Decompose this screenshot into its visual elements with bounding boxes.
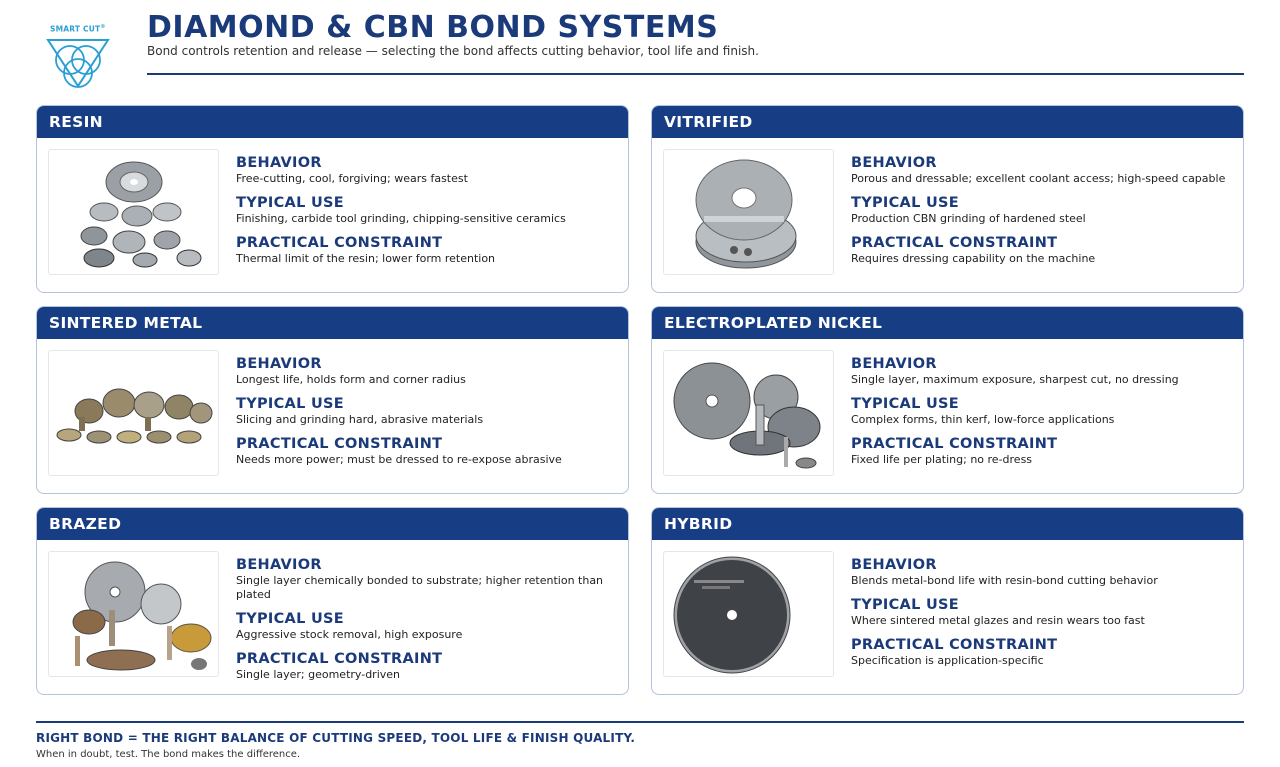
bond-card-electroplated-nickel	[651, 306, 1244, 494]
behavior-label: BEHAVIOR	[851, 356, 937, 372]
page-subtitle: Bond controls retention and release — selecting the bond affects cutting behavior, tool life and finish.	[147, 44, 759, 58]
sintered-tools-image	[48, 350, 219, 476]
constraint-text: Specification is application-specific	[851, 654, 1044, 667]
behavior-label: BEHAVIOR	[851, 557, 937, 573]
bond-card-brazed	[36, 507, 629, 695]
typical-use-text: Finishing, carbide tool grinding, chipping-sensitive ceramics	[236, 212, 566, 225]
bond-card-vitrified	[651, 105, 1244, 293]
header-divider	[147, 73, 1244, 75]
bond-card-sintered-metal	[36, 306, 629, 494]
constraint-text: Fixed life per plating; no re-dress	[851, 453, 1033, 466]
resin-wheels-image	[48, 149, 219, 275]
constraint-text: Requires dressing capability on the machine	[851, 252, 1096, 265]
constraint-label: PRACTICAL CONSTRAINT	[236, 651, 443, 667]
card-title: BRAZED	[37, 508, 628, 540]
logo-diamond-icon	[44, 30, 112, 94]
typical-use-label: TYPICAL USE	[236, 611, 344, 627]
constraint-text: Single layer; geometry-driven	[236, 668, 401, 681]
bond-card-hybrid	[651, 507, 1244, 695]
constraint-label: PRACTICAL CONSTRAINT	[851, 235, 1058, 251]
behavior-text: Blends metal-bond life with resin-bond cutting behavior	[851, 574, 1158, 587]
constraint-label: PRACTICAL CONSTRAINT	[236, 235, 443, 251]
constraint-label: PRACTICAL CONSTRAINT	[851, 637, 1058, 653]
page-title: DIAMOND & CBN BOND SYSTEMS	[147, 10, 719, 45]
constraint-text: Needs more power; must be dressed to re-expose abrasive	[236, 453, 562, 466]
behavior-label: BEHAVIOR	[236, 356, 322, 372]
card-details	[236, 154, 616, 274]
card-details	[236, 556, 616, 690]
behavior-label: BEHAVIOR	[851, 155, 937, 171]
smart-cut-logo	[44, 22, 112, 94]
card-title: SINTERED METAL	[37, 307, 628, 339]
typical-use-label: TYPICAL USE	[851, 396, 959, 412]
typical-use-text: Aggressive stock removal, high exposure	[236, 628, 463, 641]
electroplated-tools-image	[663, 350, 834, 476]
constraint-label: PRACTICAL CONSTRAINT	[236, 436, 443, 452]
behavior-text: Single layer chemically bonded to substrate; higher retention than plated	[236, 574, 604, 601]
behavior-text: Porous and dressable; excellent coolant access; high-speed capable	[851, 172, 1226, 185]
card-title: HYBRID	[652, 508, 1243, 540]
card-details	[851, 355, 1231, 475]
behavior-text: Free-cutting, cool, forgiving; wears fastest	[236, 172, 468, 185]
constraint-label: PRACTICAL CONSTRAINT	[851, 436, 1058, 452]
typical-use-label: TYPICAL USE	[851, 195, 959, 211]
card-details	[851, 556, 1231, 676]
typical-use-text: Where sintered metal glazes and resin wears too fast	[851, 614, 1145, 627]
hybrid-blade-image	[663, 551, 834, 677]
card-title: ELECTROPLATED NICKEL	[652, 307, 1243, 339]
typical-use-label: TYPICAL USE	[236, 195, 344, 211]
brazed-tools-image	[48, 551, 219, 677]
behavior-text: Single layer, maximum exposure, sharpest cut, no dressing	[851, 373, 1179, 386]
typical-use-text: Production CBN grinding of hardened steel	[851, 212, 1086, 225]
card-title: RESIN	[37, 106, 628, 138]
logo-wordmark: SMART CUT®	[50, 24, 106, 34]
typical-use-text: Slicing and grinding hard, abrasive materials	[236, 413, 484, 426]
bond-card-resin	[36, 105, 629, 293]
footer-divider	[36, 721, 1244, 723]
card-title: VITRIFIED	[652, 106, 1243, 138]
vitrified-wheel-image	[663, 149, 834, 275]
constraint-text: Thermal limit of the resin; lower form retention	[236, 252, 496, 265]
typical-use-text: Complex forms, thin kerf, low-force applications	[851, 413, 1115, 426]
card-details	[236, 355, 616, 475]
typical-use-label: TYPICAL USE	[236, 396, 344, 412]
footer-note: When in doubt, test. The bond makes the difference.	[36, 749, 301, 760]
card-details	[851, 154, 1231, 274]
typical-use-label: TYPICAL USE	[851, 597, 959, 613]
footer-tagline: RIGHT BOND = THE RIGHT BALANCE OF CUTTING SPEED, TOOL LIFE & FINISH QUALITY.	[36, 731, 636, 745]
behavior-label: BEHAVIOR	[236, 155, 322, 171]
behavior-label: BEHAVIOR	[236, 557, 322, 573]
behavior-text: Longest life, holds form and corner radius	[236, 373, 466, 386]
